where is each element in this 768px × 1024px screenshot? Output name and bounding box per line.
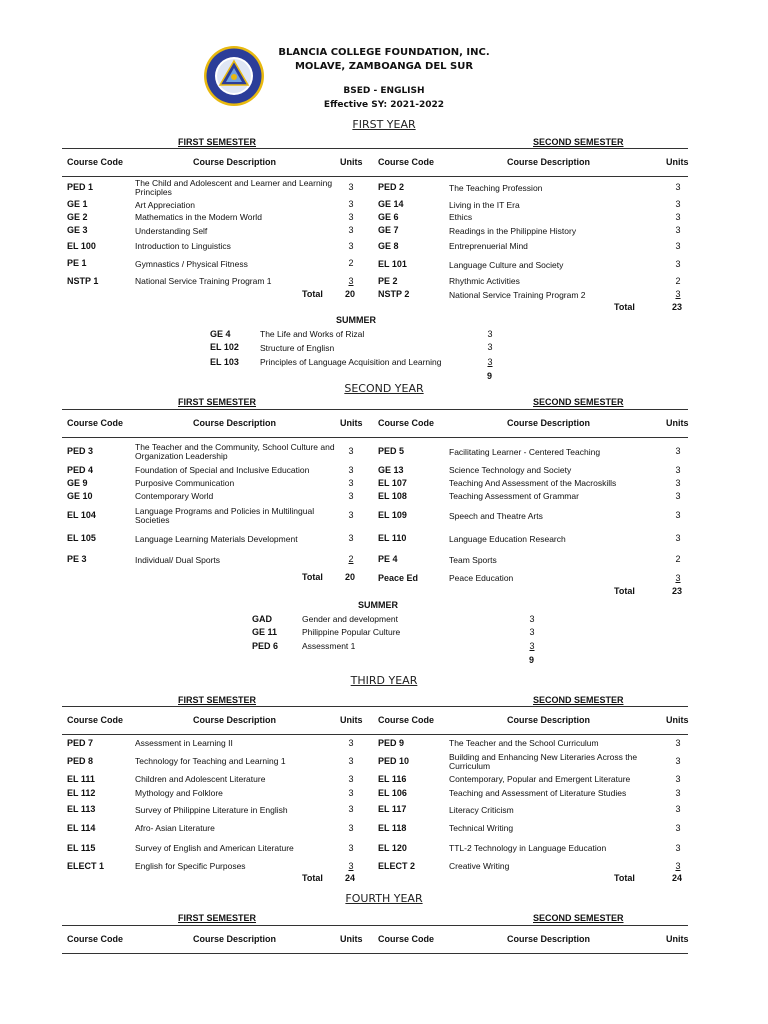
course-units: 3 xyxy=(675,842,681,853)
table-header-rule xyxy=(62,176,688,177)
course-description: Creative Writing xyxy=(449,861,510,872)
second-semester-total-units: 23 xyxy=(672,302,683,312)
course-description: The Teacher and the School Curriculum xyxy=(449,738,599,749)
right-course-code-header: Course Code xyxy=(378,934,435,944)
course-description: Introduction to Linguistics xyxy=(135,241,231,252)
right-units-header: Units xyxy=(666,715,689,725)
course-row xyxy=(0,530,768,548)
course-row xyxy=(0,440,768,464)
course-code: PE 3 xyxy=(67,554,87,565)
left-units-header: Units xyxy=(340,418,363,428)
course-code: EL 114 xyxy=(67,822,96,833)
course-units: 3 xyxy=(348,211,354,222)
course-description: Entreprenuerial Mind xyxy=(449,241,528,252)
course-row xyxy=(0,838,768,859)
course-description: Understanding Self xyxy=(135,225,208,236)
table-header-rule xyxy=(62,734,688,735)
table-header-rule xyxy=(62,437,688,438)
first-semester-total-label: Total xyxy=(302,572,323,582)
course-code: GE 7 xyxy=(378,225,399,236)
course-units: 3 xyxy=(487,356,493,367)
course-units: 3 xyxy=(348,773,354,784)
course-units: 3 xyxy=(675,446,681,457)
course-code: Peace Ed xyxy=(378,572,419,583)
left-course-code-header: Course Code xyxy=(67,934,124,944)
course-description: Individual/ Dual Sports xyxy=(135,554,221,565)
course-code: PED 4 xyxy=(67,464,94,475)
course-code: EL 103 xyxy=(210,356,239,367)
course-description: Language Culture and Society xyxy=(449,259,564,270)
course-description: Ethics xyxy=(449,212,473,223)
course-description: Contemporary World xyxy=(135,491,214,502)
left-course-description-header: Course Description xyxy=(193,418,277,428)
course-units: 3 xyxy=(675,289,681,300)
summer-total-units: 9 xyxy=(487,371,493,381)
second-semester-heading: SECOND SEMESTER xyxy=(533,695,624,705)
course-units: 3 xyxy=(529,626,535,637)
course-code: ELECT 1 xyxy=(67,860,105,871)
course-code: EL 113 xyxy=(67,804,96,815)
course-row xyxy=(0,860,768,873)
course-code: GE 8 xyxy=(378,240,399,251)
course-units: 3 xyxy=(675,182,681,193)
course-code: PED 5 xyxy=(378,446,405,457)
course-units: 3 xyxy=(348,240,354,251)
course-description: The Teacher and the Community, School Culture and Organization Leadership xyxy=(135,442,335,461)
course-description: Teaching and Assessment of Literature Studies xyxy=(449,788,627,799)
right-course-description-header: Course Description xyxy=(507,715,591,725)
course-code: GE 14 xyxy=(378,199,404,210)
course-code: EL 120 xyxy=(378,842,407,853)
left-units-header: Units xyxy=(340,715,363,725)
right-course-code-header: Course Code xyxy=(378,715,435,725)
course-description: Purposive Communication xyxy=(135,478,235,489)
course-description: Assessment 1 xyxy=(302,641,356,652)
course-description: Children and Adolescent Literature xyxy=(135,774,266,785)
course-code: PE 4 xyxy=(378,554,398,565)
course-units: 3 xyxy=(487,328,493,339)
course-units: 3 xyxy=(675,860,681,871)
table-top-rule xyxy=(62,148,688,149)
course-units: 3 xyxy=(675,737,681,748)
course-units: 3 xyxy=(675,211,681,222)
table-header-rule xyxy=(62,953,688,954)
course-code: EL 108 xyxy=(378,490,407,501)
course-code: GE 2 xyxy=(67,211,88,222)
course-description: Assessment in Learning II xyxy=(135,738,233,749)
course-description: Mathematics in the Modern World xyxy=(135,212,262,223)
course-units: 3 xyxy=(348,446,354,457)
course-row xyxy=(0,464,768,477)
course-code: EL 110 xyxy=(378,533,407,544)
course-units: 3 xyxy=(675,787,681,798)
course-units: 3 xyxy=(675,822,681,833)
course-row xyxy=(0,751,768,772)
second-semester-total-label: Total xyxy=(614,586,635,596)
year-title: FOURTH YEAR xyxy=(345,892,423,905)
course-units: 2 xyxy=(675,275,681,286)
second-semester-heading: SECOND SEMESTER xyxy=(533,913,624,923)
course-row xyxy=(0,503,768,529)
course-units: 3 xyxy=(348,822,354,833)
course-row xyxy=(0,773,768,786)
course-code: NSTP 1 xyxy=(67,275,99,286)
course-row xyxy=(0,199,768,211)
course-description: Philippine Popular Culture xyxy=(302,627,401,638)
course-description: Structure of Englisn xyxy=(260,342,335,353)
course-code: GE 4 xyxy=(210,328,231,339)
course-row xyxy=(0,257,768,273)
course-code: EL 102 xyxy=(210,342,239,353)
second-semester-total-units: 24 xyxy=(672,873,683,883)
course-code: ELECT 2 xyxy=(378,860,416,871)
summer-course-row xyxy=(0,613,768,626)
course-row xyxy=(0,288,768,302)
first-semester-heading: FIRST SEMESTER xyxy=(178,397,257,407)
course-code: EL 101 xyxy=(378,259,407,270)
course-units: 2 xyxy=(675,554,681,565)
course-units: 3 xyxy=(675,510,681,521)
course-description: Language Programs and Policies in Multilingual Societies xyxy=(135,506,315,525)
course-units: 3 xyxy=(348,464,354,475)
course-units: 3 xyxy=(675,225,681,236)
second-semester-heading: SECOND SEMESTER xyxy=(533,137,624,147)
course-code: EL 116 xyxy=(378,773,407,784)
summer-course-row xyxy=(0,341,768,355)
course-description: The Life and Works of Rizal xyxy=(260,329,365,340)
course-description: The Child and Adolescent and Learner and Learning Principles xyxy=(135,178,333,197)
course-description: Teaching And Assessment of the Macroskills xyxy=(449,478,617,489)
left-units-header: Units xyxy=(340,157,363,167)
course-code: PED 3 xyxy=(67,446,94,457)
second-semester-total-units: 23 xyxy=(672,586,683,596)
course-units: 3 xyxy=(348,533,354,544)
course-units: 3 xyxy=(675,533,681,544)
course-description: Literacy Criticism xyxy=(449,804,514,815)
course-units: 3 xyxy=(675,240,681,251)
course-code: PED 2 xyxy=(378,182,405,193)
course-code: PE 2 xyxy=(378,275,398,286)
course-units: 3 xyxy=(675,464,681,475)
course-row xyxy=(0,224,768,238)
course-description: Team Sports xyxy=(449,554,497,565)
summer-heading: SUMMER xyxy=(336,315,376,325)
course-description: Science Technology and Society xyxy=(449,465,572,476)
course-units: 3 xyxy=(675,259,681,270)
second-semester-total-label: Total xyxy=(614,873,635,883)
right-units-header: Units xyxy=(666,934,689,944)
course-code: GE 1 xyxy=(67,199,88,210)
course-code: PED 6 xyxy=(252,640,279,651)
course-units: 3 xyxy=(675,755,681,766)
course-units: 3 xyxy=(675,199,681,210)
course-code: EL 115 xyxy=(67,842,96,853)
course-description: Contemporary, Popular and Emergent Literature xyxy=(449,774,631,785)
course-description: Afro- Asian Literature xyxy=(135,823,215,834)
course-description: Gymnastics / Physical Fitness xyxy=(135,258,248,269)
course-code: EL 104 xyxy=(67,510,96,521)
course-units: 3 xyxy=(348,842,354,853)
course-description: Language Learning Materials Development xyxy=(135,533,298,544)
summer-course-row xyxy=(0,626,768,639)
first-semester-heading: FIRST SEMESTER xyxy=(178,695,257,705)
course-description: Building and Enhancing New Literaries Across the Curriculum xyxy=(449,751,638,771)
right-units-header: Units xyxy=(666,418,689,428)
left-course-code-header: Course Code xyxy=(67,157,124,167)
course-code: EL 107 xyxy=(378,477,407,488)
course-units: 3 xyxy=(348,755,354,766)
course-units: 3 xyxy=(348,510,354,521)
summer-course-row xyxy=(0,328,768,341)
course-code: GAD xyxy=(252,613,272,624)
course-row xyxy=(0,571,768,586)
course-description: Technology for Teaching and Learning 1 xyxy=(135,756,286,767)
course-units: 3 xyxy=(675,572,681,583)
school-address: MOLAVE, ZAMBOANGA DEL SUR xyxy=(294,61,474,72)
course-units: 3 xyxy=(348,804,354,815)
summer-heading: SUMMER xyxy=(358,600,398,610)
course-code: PED 9 xyxy=(378,737,405,748)
course-row xyxy=(0,274,768,289)
year-title: THIRD YEAR xyxy=(350,674,418,687)
summer-course-row xyxy=(0,355,768,370)
course-units: 3 xyxy=(348,225,354,236)
course-row xyxy=(0,239,768,254)
course-code: EL 106 xyxy=(378,787,407,798)
course-description: Teaching Assessment of Grammar xyxy=(449,491,579,502)
course-code: EL 117 xyxy=(378,804,407,815)
course-description: Survey of English and American Literature xyxy=(135,843,294,854)
course-description: Gender and development xyxy=(302,614,398,625)
right-course-description-header: Course Description xyxy=(507,157,591,167)
course-units: 3 xyxy=(348,477,354,488)
course-row xyxy=(0,490,768,503)
course-units: 3 xyxy=(675,773,681,784)
right-course-code-header: Course Code xyxy=(378,157,435,167)
summer-course-row xyxy=(0,639,768,654)
course-code: GE 13 xyxy=(378,464,404,475)
left-course-code-header: Course Code xyxy=(67,418,124,428)
first-semester-total-units: 20 xyxy=(345,289,356,299)
course-code: GE 6 xyxy=(378,211,399,222)
course-units: 2 xyxy=(348,258,354,269)
first-semester-total-units: 24 xyxy=(345,873,356,883)
course-units: 3 xyxy=(675,804,681,815)
table-top-rule xyxy=(62,706,688,707)
course-description: The Teaching Profession xyxy=(449,182,543,193)
left-course-description-header: Course Description xyxy=(193,934,277,944)
course-description: TTL-2 Technology in Language Education xyxy=(449,843,607,854)
school-name: BLANCIA COLLEGE FOUNDATION, INC. xyxy=(278,47,490,58)
second-semester-total-label: Total xyxy=(614,302,635,312)
course-description: Readings in the Philippine History xyxy=(449,225,577,236)
summer-total-units: 9 xyxy=(529,655,535,665)
course-description: Foundation of Special and Inclusive Education xyxy=(135,465,310,476)
course-code: GE 9 xyxy=(67,477,88,488)
year-title: FIRST YEAR xyxy=(352,118,416,131)
course-units: 3 xyxy=(348,787,354,798)
first-semester-total-units: 20 xyxy=(345,572,356,582)
course-units: 3 xyxy=(487,342,493,353)
course-code: GE 3 xyxy=(67,225,88,236)
year-title: SECOND YEAR xyxy=(344,382,424,395)
course-description: Speech and Theatre Arts xyxy=(449,510,543,521)
course-code: GE 10 xyxy=(67,490,93,501)
course-description: Language Education Research xyxy=(449,533,566,544)
program-name: BSED - ENGLISH xyxy=(343,86,425,96)
course-row xyxy=(0,787,768,800)
course-code: PED 10 xyxy=(378,755,410,766)
course-code: EL 109 xyxy=(378,510,407,521)
course-description: Survey of Philippine Literature in English xyxy=(135,804,288,815)
course-row xyxy=(0,820,768,837)
course-units: 3 xyxy=(348,199,354,210)
left-course-description-header: Course Description xyxy=(193,157,277,167)
course-code: GE 11 xyxy=(252,626,278,637)
course-description: Facilitating Learner - Centered Teaching xyxy=(449,446,601,457)
course-code: EL 112 xyxy=(67,787,96,798)
course-row xyxy=(0,737,768,750)
course-description: Living in the IT Era xyxy=(449,199,520,210)
course-units: 3 xyxy=(675,490,681,501)
course-row xyxy=(0,801,768,819)
course-row xyxy=(0,551,768,569)
course-code: PE 1 xyxy=(67,258,87,269)
first-semester-heading: FIRST SEMESTER xyxy=(178,913,257,923)
course-code: PED 8 xyxy=(67,755,94,766)
course-row xyxy=(0,477,768,490)
course-description: Principles of Language Acquisition and Learning xyxy=(260,357,442,368)
course-row xyxy=(0,211,768,224)
course-description: National Service Training Program 2 xyxy=(449,289,586,300)
course-code: NSTP 2 xyxy=(378,289,410,300)
course-description: Mythology and Folklore xyxy=(135,788,223,799)
course-code: PED 1 xyxy=(67,182,94,193)
second-semester-heading: SECOND SEMESTER xyxy=(533,397,624,407)
course-code: EL 105 xyxy=(67,533,96,544)
course-code: EL 100 xyxy=(67,240,96,251)
course-units: 3 xyxy=(348,737,354,748)
table-top-rule xyxy=(62,925,688,926)
right-course-description-header: Course Description xyxy=(507,934,591,944)
first-semester-heading: FIRST SEMESTER xyxy=(178,137,257,147)
effective-year: Effective SY: 2021-2022 xyxy=(323,100,445,110)
table-top-rule xyxy=(62,409,688,410)
course-row xyxy=(0,183,768,193)
course-units: 3 xyxy=(348,860,354,871)
course-units: 3 xyxy=(348,182,354,193)
left-units-header: Units xyxy=(340,934,363,944)
course-description: English for Specific Purposes xyxy=(135,861,246,872)
course-units: 3 xyxy=(348,490,354,501)
course-code: EL 111 xyxy=(67,773,95,784)
left-course-description-header: Course Description xyxy=(193,715,277,725)
course-description: National Service Training Program 1 xyxy=(135,276,272,287)
left-course-code-header: Course Code xyxy=(67,715,124,725)
course-description: Technical Writing xyxy=(449,823,514,834)
right-units-header: Units xyxy=(666,157,689,167)
course-description: Peace Education xyxy=(449,573,514,584)
course-units: 3 xyxy=(529,613,535,624)
course-description: Art Appreciation xyxy=(135,199,196,210)
course-units: 3 xyxy=(675,477,681,488)
course-code: PED 7 xyxy=(67,737,94,748)
course-units: 3 xyxy=(348,275,354,286)
right-course-description-header: Course Description xyxy=(507,418,591,428)
course-units: 2 xyxy=(348,554,354,565)
right-course-code-header: Course Code xyxy=(378,418,435,428)
course-description: Rhythmic Activities xyxy=(449,276,520,287)
first-semester-total-label: Total xyxy=(302,873,323,883)
first-semester-total-label: Total xyxy=(302,289,323,299)
course-units: 3 xyxy=(529,640,535,651)
course-code: EL 118 xyxy=(378,822,407,833)
